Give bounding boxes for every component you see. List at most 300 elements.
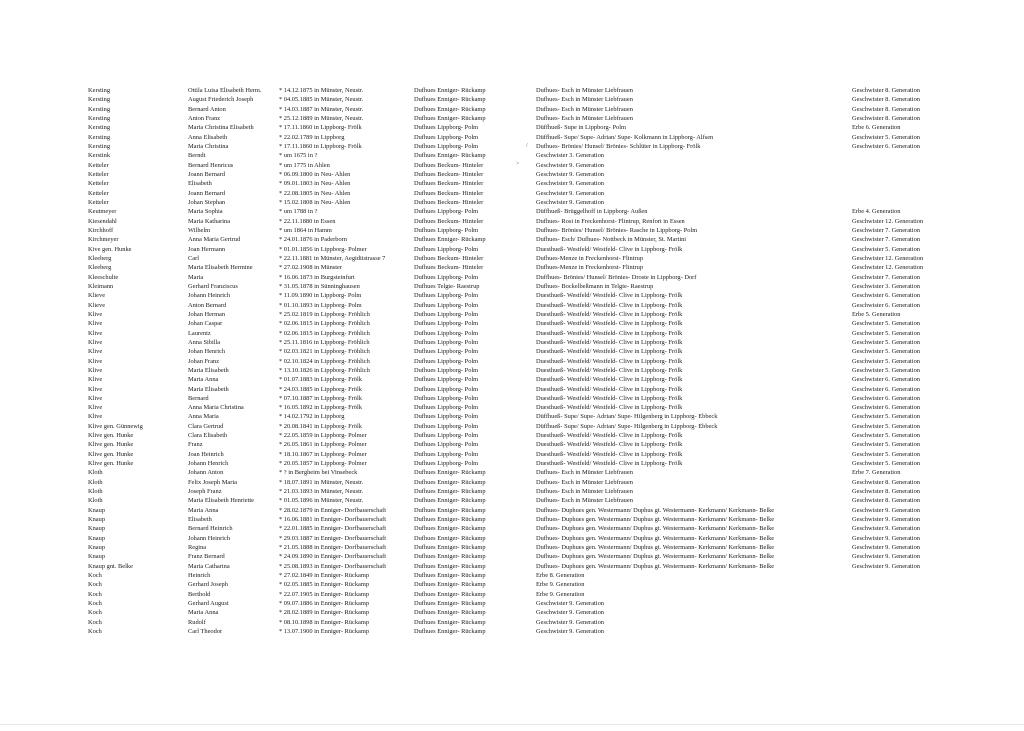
surname-cell: Klive bbox=[88, 385, 103, 393]
homestead-cell: Duffhues- Brönies/ Hunsel/ Brönies- Droste in Lippborg- Dorf bbox=[536, 273, 697, 281]
homestead-cell: Duesthueß- Westfeld/ Westfeld- Clive in Lippborg- Frölk bbox=[536, 320, 683, 328]
table-row bbox=[0, 534, 1024, 543]
table-row bbox=[0, 394, 1024, 403]
birth-cell: * 25.12.1889 in Münster, Neustr. bbox=[279, 114, 364, 122]
surname-cell: Klive bbox=[88, 376, 103, 384]
given-name-cell: Anton Franz bbox=[188, 114, 221, 122]
table-row bbox=[0, 151, 1024, 160]
birth-cell: * 16.06.1881 in Enniger- Dorfbauerschaft bbox=[279, 516, 387, 524]
generation-cell: Geschwister 6. Generation bbox=[852, 385, 920, 393]
homestead-cell: Dufhues- Duphues gen. Westermann/ Duphus gt. Westermann- Kerkmann/ Kerkmann- Belke bbox=[536, 553, 775, 561]
birth-cell: * 01.05.1896 in Münster, Neustr. bbox=[279, 497, 364, 505]
generation-cell: Erbe 4. Generation bbox=[852, 208, 901, 216]
homestead-cell: Duesthueß- Westfeld/ Westfeld- Clive in Lippborg- Frölk bbox=[536, 301, 683, 309]
generation-cell: Geschwister 7. Generation bbox=[852, 273, 920, 281]
table-row bbox=[0, 440, 1024, 449]
given-name-cell: Anna Maria Christina bbox=[188, 404, 244, 412]
table-row bbox=[0, 496, 1024, 505]
table-row bbox=[0, 459, 1024, 468]
farm-cell: Dufhues Lippborg- Polm bbox=[414, 450, 479, 458]
given-name-cell: Clara Elisabeth bbox=[188, 432, 228, 440]
homestead-cell: Duesthueß- Westfeld/ Westfeld- Clive in Lippborg- Frölk bbox=[536, 338, 683, 346]
given-name-cell: Bernard Heinrich bbox=[188, 525, 233, 533]
surname-cell: Kirchhoff bbox=[88, 226, 114, 234]
table-row bbox=[0, 347, 1024, 356]
homestead-cell: Dufhues- Esch/ Dufhues- Nottbeck in Münster, St. Martini bbox=[536, 236, 687, 244]
farm-cell: Dufhues Enniger- Rückamp bbox=[414, 628, 486, 636]
surname-cell: Kersting bbox=[88, 96, 111, 104]
farm-cell: Dufhues Enniger- Rückamp bbox=[414, 87, 486, 94]
surname-cell: Klive gen. Hunke bbox=[88, 441, 134, 449]
farm-cell: Dufhues Enniger- Rückamp bbox=[414, 572, 486, 580]
table-row bbox=[0, 254, 1024, 263]
farm-cell: Dufhues Enniger- Rückamp bbox=[414, 553, 486, 561]
birth-cell: * 01.07.1883 in Lippborg- Frölk bbox=[279, 376, 362, 384]
homestead-cell: Düffhueß- Supe/ Supe- Adrian/ Supe- Hilgenberg in Lippborg- Ebbeck bbox=[536, 422, 718, 430]
birth-cell: * 25.11.1816 in Lippborg- Fröhlich bbox=[279, 338, 370, 346]
surname-cell: Knaup bbox=[88, 525, 106, 533]
given-name-cell: Maria Elisabeth bbox=[188, 366, 229, 374]
table-row bbox=[0, 422, 1024, 431]
homestead-cell: Dufhues- Esch in Münster Liebfrauen bbox=[536, 469, 633, 477]
generation-cell: Geschwister 8. Generation bbox=[852, 114, 920, 122]
generation-cell: Geschwister 9. Generation bbox=[852, 544, 920, 552]
homestead-cell: Duesthueß- Westfeld/ Westfeld- Clive in Lippborg- Frölk bbox=[536, 366, 683, 374]
farm-cell: Dufhues Enniger- Rückamp bbox=[414, 469, 486, 477]
given-name-cell: Johan Caspar bbox=[188, 320, 223, 328]
given-name-cell: Berndt bbox=[188, 152, 206, 160]
birth-cell: * 25.08.1893 in Enniger- Dorfbauerschaft bbox=[279, 562, 387, 570]
table-row bbox=[0, 385, 1024, 394]
birth-cell: * 14.03.1887 in Münster, Neustr. bbox=[279, 105, 364, 113]
birth-cell: * 02.05.1885 in Enniger- Rückamp bbox=[279, 581, 370, 589]
given-name-cell: Johan Herman bbox=[188, 310, 226, 318]
table-row bbox=[0, 571, 1024, 580]
generation-cell: Geschwister 9. Generation bbox=[852, 506, 920, 514]
given-name-cell: Elisabeth bbox=[188, 180, 212, 188]
birth-cell: * 27.02.1849 in Enniger- Rückamp bbox=[279, 572, 370, 580]
table-row bbox=[0, 403, 1024, 412]
surname-cell: Ketteler bbox=[88, 189, 109, 197]
surname-cell: Klive gen. Hunke bbox=[88, 460, 134, 468]
surname-cell: Klive bbox=[88, 366, 103, 374]
surname-cell: Kleimann bbox=[88, 282, 114, 290]
birth-cell: * 07.10.1887 in Lippborg- Frölk bbox=[279, 394, 362, 402]
surname-cell: Knaup gnt. Belke bbox=[88, 562, 133, 570]
given-name-cell: Rudolf bbox=[188, 618, 206, 626]
given-name-cell: Anna Maria bbox=[188, 413, 219, 421]
birth-cell: * 21.05.1888 in Enniger- Dorfbauerschaft bbox=[279, 544, 387, 552]
given-name-cell: Carl bbox=[188, 254, 200, 262]
farm-cell: Dufhues Enniger- Rückamp bbox=[414, 478, 486, 486]
surname-cell: Klive gen. Hunke bbox=[88, 450, 134, 458]
homestead-cell: Dufhues- Esch in Münster Liebfrauen bbox=[536, 105, 633, 113]
generation-cell: Geschwister 5. Generation bbox=[852, 338, 920, 346]
given-name-cell: Carl Theodor bbox=[188, 628, 223, 636]
birth-cell: * 14.12.1875 in Münster, Neustr. bbox=[279, 87, 364, 94]
generation-cell: Geschwister 9. Generation bbox=[852, 562, 920, 570]
homestead-cell: Dufhues- Duphues gen. Westermann/ Duphus gt. Westermann- Kerkmann/ Kerkmann- Belke bbox=[536, 534, 775, 542]
birth-cell: * 26.05.1861 in Lippborg- Polmer bbox=[279, 441, 367, 449]
birth-cell: * 04.05.1885 in Münster, Neustr. bbox=[279, 96, 364, 104]
given-name-cell: Maria Christina bbox=[188, 142, 229, 150]
generation-cell: Geschwister 12. Generation bbox=[852, 254, 924, 262]
farm-cell: Dufhues Lippborg- Polm bbox=[414, 245, 479, 253]
farm-cell: Dufhues Enniger- Rückamp bbox=[414, 236, 486, 244]
farm-cell: Dufhues Enniger- Rückamp bbox=[414, 506, 486, 514]
surname-cell: Klive bbox=[88, 357, 103, 365]
surname-cell: Klive bbox=[88, 329, 103, 337]
given-name-cell: Ottila Luisa Elisabeth Herm. bbox=[188, 87, 262, 94]
birth-cell: * 02.10.1824 in Lippborg- Fröhlich bbox=[279, 357, 370, 365]
birth-cell: * 22.11.1881 in Münster, Aegidiistrasse 7 bbox=[279, 254, 386, 262]
farm-cell: Dufhues Lippborg- Polm bbox=[414, 348, 479, 356]
homestead-cell: Dufhues- Esch in Münster Liebfrauen bbox=[536, 114, 633, 122]
farm-cell: Dufhues Beckum- Hinteler bbox=[414, 217, 484, 225]
given-name-cell: Anna Sibilla bbox=[188, 338, 221, 346]
birth-cell: * 08.10.1898 in Enniger- Rückamp bbox=[279, 618, 370, 626]
farm-cell: Dufhues Enniger- Rückamp bbox=[414, 152, 486, 160]
farm-cell: Dufhues Enniger- Rückamp bbox=[414, 581, 486, 589]
farm-cell: Dufhues Enniger- Rückamp bbox=[414, 609, 486, 617]
generation-cell: Geschwister 8. Generation bbox=[852, 87, 920, 94]
farm-cell: Dufhues Enniger- Rückamp bbox=[414, 96, 486, 104]
generation-cell: Geschwister 8. Generation bbox=[852, 497, 920, 505]
surname-cell: Kloth bbox=[88, 478, 103, 486]
generation-cell: Geschwister 5. Generation bbox=[852, 357, 920, 365]
scan-edge bbox=[0, 724, 1024, 725]
generation-cell: Geschwister 8. Generation bbox=[852, 488, 920, 496]
birth-cell: * 24.03.1885 in Lippborg- Frölk bbox=[279, 385, 362, 393]
farm-cell: Dufhues Lippborg- Polm bbox=[414, 133, 479, 141]
table-row bbox=[0, 263, 1024, 272]
surname-cell: Ketteler bbox=[88, 170, 109, 178]
given-name-cell: Maria Sophia bbox=[188, 208, 223, 216]
table-row bbox=[0, 310, 1024, 319]
given-name-cell: Wilhelm bbox=[188, 226, 211, 234]
surname-cell: Klieve bbox=[88, 292, 106, 300]
birth-cell: * um 1775 in Ahlen bbox=[279, 161, 330, 169]
given-name-cell: Maria Anna bbox=[188, 376, 219, 384]
table-row bbox=[0, 357, 1024, 366]
farm-cell: Dufhues Enniger- Rückamp bbox=[414, 114, 486, 122]
given-name-cell: Maria Anna bbox=[188, 506, 219, 514]
table-row bbox=[0, 235, 1024, 244]
homestead-cell: Erbe 9. Generation bbox=[536, 581, 585, 589]
table-row bbox=[0, 478, 1024, 487]
generation-cell: Geschwister 12. Generation bbox=[852, 264, 924, 272]
farm-cell: Dufhues Enniger- Rückamp bbox=[414, 590, 486, 598]
generation-cell: Geschwister 7. Generation bbox=[852, 226, 920, 234]
farm-cell: Dufhues Lippborg- Polm bbox=[414, 338, 479, 346]
given-name-cell: Maria Catharina bbox=[188, 562, 230, 570]
surname-cell: Koch bbox=[88, 628, 102, 636]
generation-cell: Geschwister 5. Generation bbox=[852, 422, 920, 430]
table-row bbox=[0, 618, 1024, 627]
farm-cell: Dufhues Lippborg- Polm bbox=[414, 394, 479, 402]
surname-cell: Koch bbox=[88, 581, 102, 589]
generation-cell: Geschwister 12. Generation bbox=[852, 217, 924, 225]
given-name-cell: Franz Bernard bbox=[188, 553, 225, 561]
generation-cell: Geschwister 9. Generation bbox=[852, 553, 920, 561]
given-name-cell: Johan Henrich bbox=[188, 348, 226, 356]
birth-cell: * 31.05.1878 in Sünninghausen bbox=[279, 282, 360, 290]
farm-cell: Dufhues Lippborg- Polm bbox=[414, 226, 479, 234]
farm-cell: Dufhues Enniger- Rückamp bbox=[414, 618, 486, 626]
given-name-cell: Laurentz bbox=[188, 329, 211, 337]
table-row bbox=[0, 198, 1024, 207]
given-name-cell: Joann Bernard bbox=[188, 170, 226, 178]
table-row bbox=[0, 431, 1024, 440]
surname-cell: Kloth bbox=[88, 469, 103, 477]
surname-cell: Koch bbox=[88, 600, 102, 608]
farm-cell: Dufhues Beckum- Hinteler bbox=[414, 189, 484, 197]
generation-cell: Geschwister 5. Generation bbox=[852, 320, 920, 328]
surname-cell: Knaup bbox=[88, 516, 106, 524]
given-name-cell: Maria Elisabeth Henriette bbox=[188, 497, 255, 505]
birth-cell: * um 1675 in ? bbox=[279, 152, 318, 160]
birth-cell: * 28.02.1889 in Enniger- Rückamp bbox=[279, 609, 370, 617]
homestead-cell: Duesthueß- Westfeld/ Westfeld- Clive in Lippborg- Frölk bbox=[536, 310, 683, 318]
table-row bbox=[0, 133, 1024, 142]
surname-cell: Knaup bbox=[88, 534, 106, 542]
surname-cell: Knaup bbox=[88, 553, 106, 561]
table-row bbox=[0, 319, 1024, 328]
birth-cell: * 02.03.1821 in Lippborg- Fröhlich bbox=[279, 348, 370, 356]
homestead-cell: Dufhues- Duphues gen. Westermann/ Duphus gt. Westermann- Kerkmann/ Kerkmann- Belke bbox=[536, 506, 775, 514]
given-name-cell: Bernard bbox=[188, 394, 209, 402]
farm-cell: Dufhues Lippborg- Polm bbox=[414, 292, 479, 300]
surname-cell: Ketteler bbox=[88, 180, 109, 188]
homestead-cell: Geschwister 9. Generation bbox=[536, 198, 604, 206]
birth-cell: * 22.01.1885 in Enniger- Dorfbauerschaft bbox=[279, 525, 387, 533]
surname-cell: Kive gen. Hunke bbox=[88, 245, 132, 253]
homestead-cell: Dufhues- Esch in Münster Liebfrauen bbox=[536, 87, 633, 94]
birth-cell: * 22.05.1859 in Lippborg- Polmer bbox=[279, 432, 367, 440]
given-name-cell: Gerhard August bbox=[188, 600, 229, 608]
generation-cell: Geschwister 9. Generation bbox=[852, 534, 920, 542]
table-row bbox=[0, 217, 1024, 226]
given-name-cell: Elisabeth bbox=[188, 516, 212, 524]
surname-cell: Ketteler bbox=[88, 161, 109, 169]
surname-cell: Klive bbox=[88, 310, 103, 318]
farm-cell: Dufhues Lippborg- Polm bbox=[414, 357, 479, 365]
homestead-cell: Dufhues- Brönies/ Hunsel/ Brönies- Rasche in Lippborg- Polm bbox=[536, 226, 698, 234]
table-row bbox=[0, 114, 1024, 123]
table-row bbox=[0, 161, 1024, 170]
surname-cell: Keutmeyer bbox=[88, 208, 117, 216]
table-row bbox=[0, 142, 1024, 151]
table-row bbox=[0, 189, 1024, 198]
farm-cell: Dufhues Enniger- Rückamp bbox=[414, 497, 486, 505]
given-name-cell: Joseph Franz bbox=[188, 488, 222, 496]
surname-cell: Kleeschulte bbox=[88, 273, 119, 281]
farm-cell: Dufhues Enniger- Rückamp bbox=[414, 544, 486, 552]
given-name-cell: Joan Hermann bbox=[188, 245, 226, 253]
surname-cell: Knaup bbox=[88, 506, 106, 514]
birth-cell: * 09.01.1803 in Neu- Ahlen bbox=[279, 180, 351, 188]
table-row bbox=[0, 627, 1024, 636]
farm-cell: Dufhues Lippborg- Polm bbox=[414, 320, 479, 328]
birth-cell: * 16.05.1892 in Lippborg- Frölk bbox=[279, 404, 362, 412]
birth-cell: * 24.01.1876 in Paderborn bbox=[279, 236, 347, 244]
generation-cell: Geschwister 6. Generation bbox=[852, 394, 920, 402]
homestead-cell: Duesthueß- Westfeld/ Westfeld- Clive in Lippborg- Frölk bbox=[536, 394, 683, 402]
farm-cell: Dufhues Beckum- Hinteler bbox=[414, 180, 484, 188]
table-row bbox=[0, 170, 1024, 179]
birth-cell: * 27.02.1908 in Münster bbox=[279, 264, 343, 272]
homestead-cell: Dufhues- Duphues gen. Westermann/ Duphus gt. Westermann- Kerkmann/ Kerkmann- Belke bbox=[536, 516, 775, 524]
birth-cell: * 13.07.1900 in Enniger- Rückamp bbox=[279, 628, 370, 636]
farm-cell: Dufhues Lippborg- Polm bbox=[414, 301, 479, 309]
homestead-cell: Geschwister 9. Generation bbox=[536, 600, 604, 608]
surname-cell: Kersting bbox=[88, 133, 111, 141]
farm-cell: Dufhues Lippborg- Polm bbox=[414, 142, 479, 150]
birth-cell: * 14.02.1792 in Lippborg bbox=[279, 413, 345, 421]
given-name-cell: Heinrich bbox=[188, 572, 211, 580]
table-row bbox=[0, 338, 1024, 347]
homestead-cell: Duesthueß- Westfeld/ Westfeld- Clive in Lippborg- Frölk bbox=[536, 329, 683, 337]
generation-cell: Geschwister 5. Generation bbox=[852, 348, 920, 356]
farm-cell: Dufhues Enniger- Rückamp bbox=[414, 488, 486, 496]
homestead-cell: Dufhues-Menze in Freckenhorst- Flintrup bbox=[536, 254, 644, 262]
homestead-cell: Duesthueß- Westfeld/ Westfeld- Clive in Lippborg- Frölk bbox=[536, 404, 683, 412]
birth-cell: * 29.03.1887 in Enniger- Dorfbauerschaft bbox=[279, 534, 387, 542]
table-row bbox=[0, 123, 1024, 132]
surname-cell: Kleeberg bbox=[88, 254, 112, 262]
given-name-cell: Bernard Anton bbox=[188, 105, 226, 113]
birth-cell: * 24.09.1890 in Enniger- Dorfbauerschaft bbox=[279, 553, 387, 561]
homestead-cell: Düffhueß- Brüggelhoff in Lippborg- Außen bbox=[536, 208, 648, 216]
farm-cell: Dufhues Lippborg- Polm bbox=[414, 310, 479, 318]
farm-cell: Dufhues Enniger- Rückamp bbox=[414, 534, 486, 542]
birth-cell: * um 1788 in ? bbox=[279, 208, 318, 216]
farm-cell: Dufhues Lippborg- Polm bbox=[414, 329, 479, 337]
surname-cell: Kersting bbox=[88, 87, 111, 94]
farm-cell: Dufhues Enniger- Rückamp bbox=[414, 516, 486, 524]
given-name-cell: Berthold bbox=[188, 590, 211, 598]
birth-cell: * 25.02.1819 in Lippborg- Fröhlich bbox=[279, 310, 370, 318]
given-name-cell: Maria Christina Elisabeth bbox=[188, 124, 254, 132]
table-row bbox=[0, 450, 1024, 459]
homestead-cell: Dufhues- Esch in Münster Liebfrauen bbox=[536, 478, 633, 486]
farm-cell: Dufhues Enniger- Rückamp bbox=[414, 600, 486, 608]
surname-cell: Klive bbox=[88, 413, 103, 421]
homestead-cell: Duesthueß- Westfeld/ Westfeld- Clive in Lippborg- Frölk bbox=[536, 376, 683, 384]
given-name-cell: Johann Heinrich bbox=[188, 534, 231, 542]
generation-cell: Geschwister 6. Generation bbox=[852, 142, 920, 150]
generation-cell: Geschwister 5. Generation bbox=[852, 460, 920, 468]
table-row bbox=[0, 86, 1024, 95]
surname-cell: Koch bbox=[88, 618, 102, 626]
table-row bbox=[0, 207, 1024, 216]
farm-cell: Dufhues Enniger- Rückamp bbox=[414, 105, 486, 113]
given-name-cell: Johann Henrich bbox=[188, 460, 229, 468]
generation-cell: Geschwister 3. Generation bbox=[852, 282, 920, 290]
birth-cell: * um 1864 in Hamm bbox=[279, 226, 332, 234]
surname-cell: Koch bbox=[88, 572, 102, 580]
homestead-cell: Geschwister 9. Generation bbox=[536, 628, 604, 636]
generation-cell: Geschwister 9. Generation bbox=[852, 516, 920, 524]
birth-cell: * ? in Bergheim bei Vinsebeck bbox=[279, 469, 358, 477]
homestead-cell: Dufhues- Bockelbeßmann in Telgte- Raestrup bbox=[536, 282, 654, 290]
farm-cell: Dufhues Lippborg- Polm bbox=[414, 460, 479, 468]
generation-cell: Geschwister 6. Generation bbox=[852, 292, 920, 300]
surname-cell: Knaup bbox=[88, 544, 106, 552]
birth-cell: * 11.09.1890 in Lippborg- Polm bbox=[279, 292, 362, 300]
surname-cell: Kleeberg bbox=[88, 264, 112, 272]
given-name-cell: Anna Elisabeth bbox=[188, 133, 228, 141]
surname-cell: Klieve bbox=[88, 301, 106, 309]
generation-cell: Geschwister 5. Generation bbox=[852, 432, 920, 440]
surname-cell: Klive bbox=[88, 348, 103, 356]
homestead-cell: Geschwister 9. Generation bbox=[536, 618, 604, 626]
farm-cell: Dufhues Lippborg- Polm bbox=[414, 432, 479, 440]
surname-cell: Kerstink bbox=[88, 152, 111, 160]
table-row bbox=[0, 487, 1024, 496]
homestead-cell: Duesthueß- Westfeld/ Westfeld- Clive in Lippborg- Frölk bbox=[536, 292, 683, 300]
generation-cell: Geschwister 8. Generation bbox=[852, 478, 920, 486]
generation-cell: Geschwister 6. Generation bbox=[852, 404, 920, 412]
birth-cell: * 20.08.1841 in Lippborg- Frölk bbox=[279, 422, 362, 430]
homestead-cell: Duesthueß- Westfeld/ Westfeld- Clive in Lippborg- Frölk bbox=[536, 441, 683, 449]
generation-cell: Geschwister 5. Generation bbox=[852, 329, 920, 337]
farm-cell: Dufhues Lippborg- Polm bbox=[414, 404, 479, 412]
homestead-cell: Düffhueß- Supe/ Supe- Adrian/ Supe- Hilgenberg in Lippborg- Ebbeck bbox=[536, 413, 718, 421]
surname-cell: Kersting bbox=[88, 114, 111, 122]
surname-cell: Kersting bbox=[88, 142, 111, 150]
table-row bbox=[0, 375, 1024, 384]
surname-cell: Kiesendahl bbox=[88, 217, 117, 225]
homestead-cell: Duesthueß- Westfeld/ Westfeld- Clive in Lippborg- Frölk bbox=[536, 450, 683, 458]
surname-cell: Klive bbox=[88, 404, 103, 412]
birth-cell: * 18.07.1891 in Münster, Neustr. bbox=[279, 478, 364, 486]
given-name-cell: Maria Elisabeth bbox=[188, 385, 229, 393]
homestead-cell: Düffhueß- Supe in Lippborg- Polm bbox=[536, 124, 626, 132]
given-name-cell: Regina bbox=[188, 544, 207, 552]
surname-cell: Ketteler bbox=[88, 198, 109, 206]
farm-cell: Dufhues Lippborg- Polm bbox=[414, 422, 479, 430]
generation-cell: Geschwister 6. Generation bbox=[852, 376, 920, 384]
birth-cell: * 18.10.1867 in Lippborg- Polmer bbox=[279, 450, 367, 458]
given-name-cell: Maria bbox=[188, 273, 204, 281]
given-name-cell: Gerhard Joseph bbox=[188, 581, 228, 589]
surname-cell: Kersting bbox=[88, 105, 111, 113]
homestead-cell: Dufhues-Menze in Freckenhorst- Flintrup bbox=[536, 264, 644, 272]
birth-cell: * 21.03.1893 in Münster, Neustr. bbox=[279, 488, 364, 496]
generation-cell: Geschwister 5. Generation bbox=[852, 450, 920, 458]
generation-cell: Geschwister 5. Generation bbox=[852, 366, 920, 374]
birth-cell: * 15.02.1808 in Neu- Ahlen bbox=[279, 198, 351, 206]
birth-cell: * 02.06.1815 in Lippborg- Fröhlich bbox=[279, 320, 370, 328]
birth-cell: * 01.01.1856 in Lippborg- Polmer bbox=[279, 245, 367, 253]
given-name-cell: Joann Bernard bbox=[188, 189, 226, 197]
homestead-cell: Erbe 9. Generation bbox=[536, 590, 585, 598]
homestead-cell: Düffhueß- Supe/ Supe- Adrian/ Supe- Kolkmann in Lippborg- Alfsen bbox=[536, 133, 714, 141]
generation-cell: Geschwister 9. Generation bbox=[852, 525, 920, 533]
table-row bbox=[0, 524, 1024, 533]
given-name-cell: Gerhard Franziscus bbox=[188, 282, 238, 290]
table-row bbox=[0, 562, 1024, 571]
birth-cell: * 20.05.1857 in Lippborg- Polmer bbox=[279, 460, 367, 468]
surname-cell: Koch bbox=[88, 609, 102, 617]
generation-cell: Erbe 7. Generation bbox=[852, 469, 901, 477]
table-row bbox=[0, 301, 1024, 310]
homestead-cell: Duesthueß- Westfeld/ Westfeld- Clive in Lippborg- Frölk bbox=[536, 357, 683, 365]
table-row bbox=[0, 329, 1024, 338]
farm-cell: Dufhues Enniger- Rückamp bbox=[414, 562, 486, 570]
surname-cell: Klive bbox=[88, 394, 103, 402]
